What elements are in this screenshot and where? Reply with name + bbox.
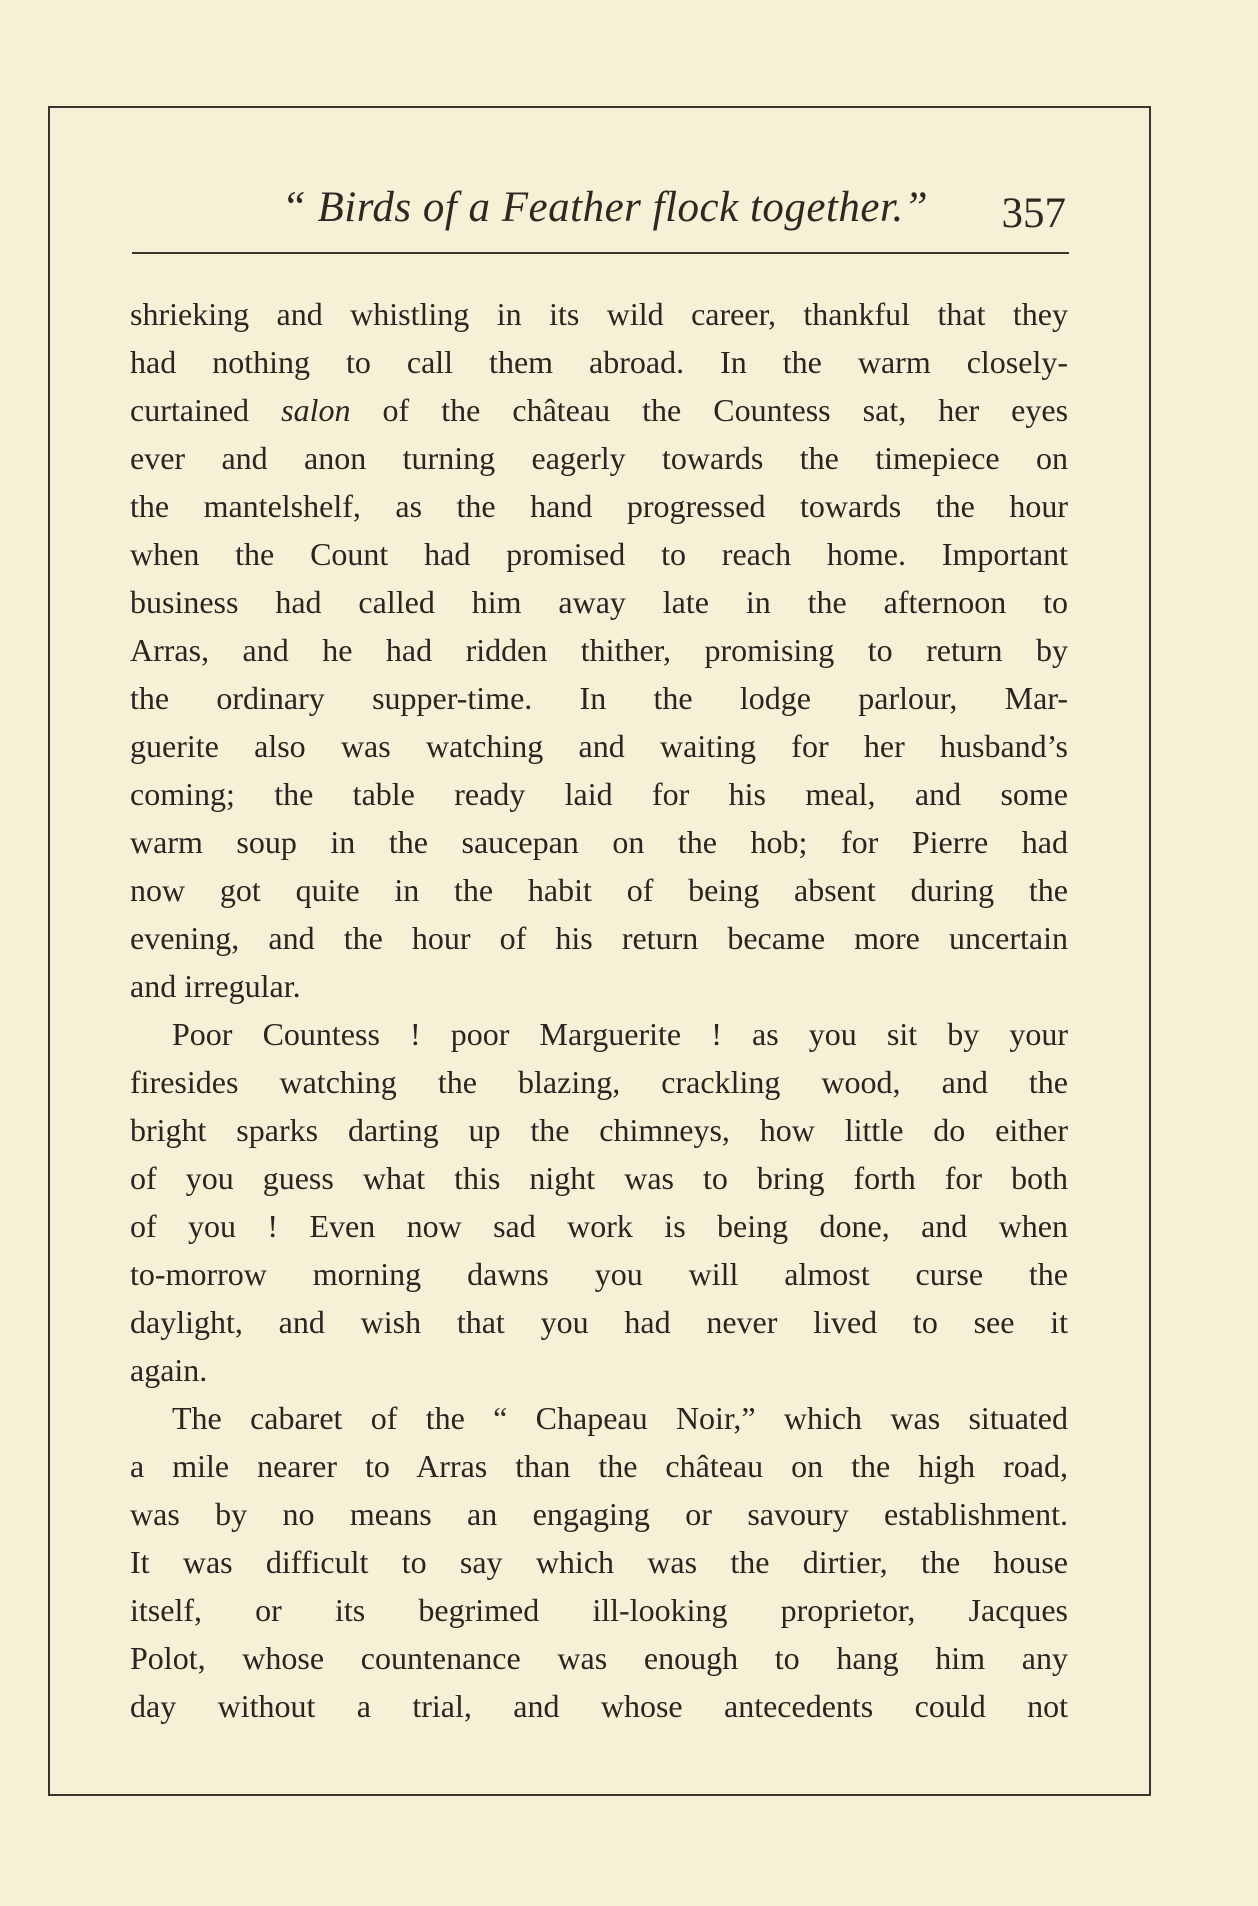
- text-line: of you guess what this night was to bring forth for both: [130, 1160, 1068, 1196]
- text-line: guerite also was watching and waiting for her husband’s: [130, 728, 1068, 764]
- text-line: evening, and the hour of his return became more uncertain: [130, 920, 1068, 956]
- text-line: again.: [130, 1352, 208, 1388]
- text-line: [130, 386, 1068, 434]
- text-fragment: of the château the Countess sat, her eyes: [382, 392, 1069, 428]
- text-line: and irregular.: [130, 968, 301, 1004]
- text-line: a mile nearer to Arras than the château on the high road,: [130, 1448, 1068, 1484]
- page-number: 357: [1001, 190, 1066, 237]
- text-line: firesides watching the blazing, crackling wood, and the: [130, 1064, 1068, 1100]
- text-line: business had called him away late in the afternoon to: [130, 584, 1068, 620]
- running-title: “ Birds of a Feather flock together.”: [281, 184, 929, 231]
- italic-word: salon: [281, 392, 351, 428]
- text-line: Polot, whose countenance was enough to hang him any: [130, 1640, 1068, 1676]
- text-line: bright sparks darting up the chimneys, how little do either: [130, 1112, 1068, 1148]
- text-line: when the Count had promised to reach home. Important: [130, 536, 1068, 572]
- text-line: the mantelshelf, as the hand progressed towards the hour: [130, 488, 1068, 524]
- text-line: was by no means an engaging or savoury establishment.: [130, 1496, 1068, 1532]
- text-line: itself, or its begrimed ill-looking proprietor, Jacques: [130, 1592, 1068, 1628]
- text-line: warm soup in the saucepan on the hob; for Pierre had: [130, 824, 1068, 860]
- text-line: It was difficult to say which was the dirtier, the house: [130, 1544, 1068, 1580]
- text-line: had nothing to call them abroad. In the warm closely-: [130, 344, 1068, 380]
- text-line: the ordinary supper-time. In the lodge parlour, Mar-: [130, 680, 1068, 716]
- text-line: of you ! Even now sad work is being done, and when: [130, 1208, 1068, 1244]
- text-line: day without a trial, and whose antecedents could not: [130, 1688, 1068, 1724]
- text-line: Arras, and he had ridden thither, promising to return by: [130, 632, 1068, 668]
- header-rule: [132, 252, 1069, 254]
- text-line: shrieking and whistling in its wild career, thankful that they: [130, 296, 1068, 332]
- body-text: [130, 290, 1068, 1730]
- page-header: [130, 178, 1070, 248]
- text-fragment: curtained: [130, 392, 250, 428]
- text-line: to-morrow morning dawns you will almost curse the: [130, 1256, 1068, 1292]
- text-line: coming; the table ready laid for his meal, and some: [130, 776, 1068, 812]
- text-line: ever and anon turning eagerly towards the timepiece on: [130, 440, 1068, 476]
- text-line: now got quite in the habit of being absent during the: [130, 872, 1068, 908]
- text-line: Poor Countess ! poor Marguerite ! as you sit by your: [172, 1016, 1068, 1052]
- text-line: daylight, and wish that you had never lived to see it: [130, 1304, 1068, 1340]
- text-line: The cabaret of the “ Chapeau Noir,” which was situated: [172, 1400, 1068, 1436]
